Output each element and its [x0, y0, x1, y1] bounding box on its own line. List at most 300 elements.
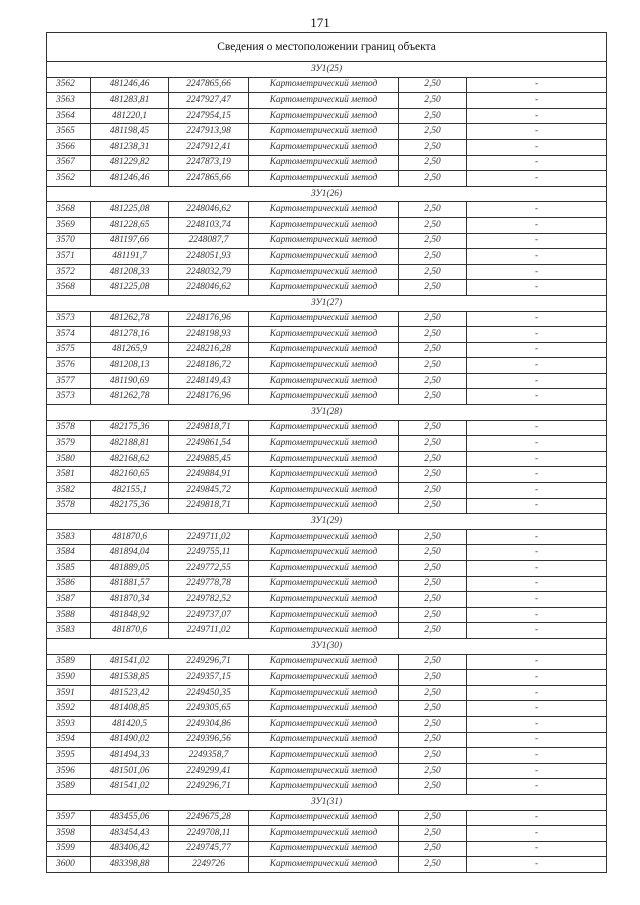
method-cell: Картометрический метод [249, 139, 399, 155]
x-coordinate-cell: 481208,13 [91, 358, 169, 374]
point-number-cell: 3576 [47, 358, 91, 374]
accuracy-cell: 2,50 [399, 358, 467, 374]
point-number-cell: 3566 [47, 139, 91, 155]
description-cell: - [467, 327, 607, 343]
section-title: ЗУ1(29) [47, 514, 607, 530]
x-coordinate-cell: 481889,05 [91, 561, 169, 577]
accuracy-cell: 2,50 [399, 670, 467, 686]
description-cell: - [467, 108, 607, 124]
point-number-cell: 3567 [47, 155, 91, 171]
table-row [47, 436, 607, 452]
y-coordinate-cell: 2249782,52 [169, 592, 249, 608]
accuracy-cell: 2,50 [399, 529, 467, 545]
x-coordinate-cell: 483406,42 [91, 841, 169, 857]
x-coordinate-cell: 481265,9 [91, 342, 169, 358]
accuracy-cell: 2,50 [399, 841, 467, 857]
description-cell: - [467, 342, 607, 358]
y-coordinate-cell: 2249299,41 [169, 763, 249, 779]
table-row [47, 171, 607, 187]
y-coordinate-cell: 2249772,55 [169, 561, 249, 577]
method-cell: Картометрический метод [249, 389, 399, 405]
method-cell: Картометрический метод [249, 826, 399, 842]
table-row [47, 217, 607, 233]
accuracy-cell: 2,50 [399, 420, 467, 436]
table-row [47, 529, 607, 545]
section-title: ЗУ1(26) [47, 186, 607, 202]
table-row [47, 483, 607, 499]
method-cell: Картометрический метод [249, 233, 399, 249]
x-coordinate-cell: 482168,62 [91, 451, 169, 467]
description-cell: - [467, 389, 607, 405]
section-title: ЗУ1(28) [47, 405, 607, 421]
y-coordinate-cell: 2249396,56 [169, 732, 249, 748]
point-number-cell: 3599 [47, 841, 91, 857]
y-coordinate-cell: 2248149,43 [169, 373, 249, 389]
section-header-row [47, 794, 607, 810]
accuracy-cell: 2,50 [399, 373, 467, 389]
method-cell: Картометрический метод [249, 701, 399, 717]
point-number-cell: 3588 [47, 607, 91, 623]
description-cell: - [467, 451, 607, 467]
accuracy-cell: 2,50 [399, 202, 467, 218]
x-coordinate-cell: 481283,81 [91, 93, 169, 109]
point-number-cell: 3583 [47, 623, 91, 639]
accuracy-cell: 2,50 [399, 249, 467, 265]
method-cell: Картометрический метод [249, 108, 399, 124]
method-cell: Картометрический метод [249, 841, 399, 857]
description-cell: - [467, 670, 607, 686]
description-cell: - [467, 280, 607, 296]
point-number-cell: 3593 [47, 716, 91, 732]
section-header-row [47, 405, 607, 421]
description-cell: - [467, 701, 607, 717]
accuracy-cell: 2,50 [399, 763, 467, 779]
x-coordinate-cell: 481198,45 [91, 124, 169, 140]
table-row [47, 841, 607, 857]
x-coordinate-cell: 483398,88 [91, 857, 169, 873]
y-coordinate-cell: 2247927,47 [169, 93, 249, 109]
point-number-cell: 3580 [47, 451, 91, 467]
table-row [47, 498, 607, 514]
description-cell: - [467, 93, 607, 109]
x-coordinate-cell: 481278,16 [91, 327, 169, 343]
table-row [47, 264, 607, 280]
y-coordinate-cell: 2249711,02 [169, 623, 249, 639]
accuracy-cell: 2,50 [399, 217, 467, 233]
y-coordinate-cell: 2248051,93 [169, 249, 249, 265]
x-coordinate-cell: 481246,46 [91, 171, 169, 187]
method-cell: Картометрический метод [249, 93, 399, 109]
y-coordinate-cell: 2249778,78 [169, 576, 249, 592]
y-coordinate-cell: 2249358,7 [169, 748, 249, 764]
point-number-cell: 3591 [47, 685, 91, 701]
description-cell: - [467, 139, 607, 155]
description-cell: - [467, 716, 607, 732]
method-cell: Картометрический метод [249, 342, 399, 358]
method-cell: Картометрический метод [249, 124, 399, 140]
point-number-cell: 3574 [47, 327, 91, 343]
method-cell: Картометрический метод [249, 217, 399, 233]
x-coordinate-cell: 481494,33 [91, 748, 169, 764]
accuracy-cell: 2,50 [399, 77, 467, 93]
accuracy-cell: 2,50 [399, 716, 467, 732]
description-cell: - [467, 561, 607, 577]
point-number-cell: 3573 [47, 311, 91, 327]
table-row [47, 685, 607, 701]
accuracy-cell: 2,50 [399, 779, 467, 795]
y-coordinate-cell: 2249861,54 [169, 436, 249, 452]
point-number-cell: 3563 [47, 93, 91, 109]
y-coordinate-cell: 2248216,28 [169, 342, 249, 358]
table-row [47, 233, 607, 249]
point-number-cell: 3587 [47, 592, 91, 608]
method-cell: Картометрический метод [249, 498, 399, 514]
accuracy-cell: 2,50 [399, 264, 467, 280]
y-coordinate-cell: 2249296,71 [169, 654, 249, 670]
table-row [47, 139, 607, 155]
point-number-cell: 3594 [47, 732, 91, 748]
x-coordinate-cell: 481190,69 [91, 373, 169, 389]
point-number-cell: 3597 [47, 810, 91, 826]
point-number-cell: 3578 [47, 498, 91, 514]
accuracy-cell: 2,50 [399, 748, 467, 764]
y-coordinate-cell: 2249755,11 [169, 545, 249, 561]
point-number-cell: 3577 [47, 373, 91, 389]
point-number-cell: 3598 [47, 826, 91, 842]
y-coordinate-cell: 2249845,72 [169, 483, 249, 499]
accuracy-cell: 2,50 [399, 607, 467, 623]
table-row [47, 576, 607, 592]
description-cell: - [467, 529, 607, 545]
method-cell: Картометрический метод [249, 202, 399, 218]
description-cell: - [467, 779, 607, 795]
table-row [47, 857, 607, 873]
y-coordinate-cell: 2248046,62 [169, 280, 249, 296]
x-coordinate-cell: 481408,85 [91, 701, 169, 717]
y-coordinate-cell: 2249884,91 [169, 467, 249, 483]
table-row [47, 358, 607, 374]
y-coordinate-cell: 2249726 [169, 857, 249, 873]
description-cell: - [467, 264, 607, 280]
table-row [47, 748, 607, 764]
accuracy-cell: 2,50 [399, 623, 467, 639]
table-row [47, 124, 607, 140]
x-coordinate-cell: 482160,65 [91, 467, 169, 483]
accuracy-cell: 2,50 [399, 389, 467, 405]
table-row [47, 155, 607, 171]
accuracy-cell: 2,50 [399, 108, 467, 124]
description-cell: - [467, 810, 607, 826]
section-title: ЗУ1(31) [47, 794, 607, 810]
section-title: ЗУ1(27) [47, 295, 607, 311]
x-coordinate-cell: 481501,06 [91, 763, 169, 779]
y-coordinate-cell: 2248176,96 [169, 311, 249, 327]
table-row [47, 654, 607, 670]
table-title-row [47, 33, 607, 62]
accuracy-cell: 2,50 [399, 810, 467, 826]
point-number-cell: 3596 [47, 763, 91, 779]
table-row [47, 77, 607, 93]
y-coordinate-cell: 2249711,02 [169, 529, 249, 545]
section-title: ЗУ1(25) [47, 62, 607, 78]
x-coordinate-cell: 481870,6 [91, 623, 169, 639]
accuracy-cell: 2,50 [399, 576, 467, 592]
x-coordinate-cell: 483455,06 [91, 810, 169, 826]
accuracy-cell: 2,50 [399, 701, 467, 717]
accuracy-cell: 2,50 [399, 233, 467, 249]
section-header-row [47, 514, 607, 530]
x-coordinate-cell: 481208,33 [91, 264, 169, 280]
accuracy-cell: 2,50 [399, 545, 467, 561]
table-row [47, 202, 607, 218]
method-cell: Картометрический метод [249, 327, 399, 343]
x-coordinate-cell: 482188,81 [91, 436, 169, 452]
point-number-cell: 3592 [47, 701, 91, 717]
point-number-cell: 3575 [47, 342, 91, 358]
accuracy-cell: 2,50 [399, 857, 467, 873]
accuracy-cell: 2,50 [399, 654, 467, 670]
point-number-cell: 3589 [47, 654, 91, 670]
description-cell: - [467, 576, 607, 592]
table-row [47, 108, 607, 124]
x-coordinate-cell: 481894,04 [91, 545, 169, 561]
x-coordinate-cell: 481523,42 [91, 685, 169, 701]
section-header-row [47, 638, 607, 654]
accuracy-cell: 2,50 [399, 561, 467, 577]
point-number-cell: 3595 [47, 748, 91, 764]
accuracy-cell: 2,50 [399, 436, 467, 452]
method-cell: Картометрический метод [249, 545, 399, 561]
method-cell: Картометрический метод [249, 654, 399, 670]
accuracy-cell: 2,50 [399, 327, 467, 343]
table-row [47, 607, 607, 623]
boundary-table-container [46, 32, 606, 873]
table-row [47, 810, 607, 826]
method-cell: Картометрический метод [249, 576, 399, 592]
point-number-cell: 3571 [47, 249, 91, 265]
method-cell: Картометрический метод [249, 685, 399, 701]
point-number-cell: 3583 [47, 529, 91, 545]
description-cell: - [467, 373, 607, 389]
x-coordinate-cell: 481191,7 [91, 249, 169, 265]
page-number: 171 [310, 15, 330, 30]
point-number-cell: 3562 [47, 77, 91, 93]
method-cell: Картометрический метод [249, 716, 399, 732]
method-cell: Картометрический метод [249, 420, 399, 436]
table-row [47, 93, 607, 109]
description-cell: - [467, 685, 607, 701]
method-cell: Картометрический метод [249, 155, 399, 171]
method-cell: Картометрический метод [249, 529, 399, 545]
table-row [47, 342, 607, 358]
method-cell: Картометрический метод [249, 748, 399, 764]
x-coordinate-cell: 482155,1 [91, 483, 169, 499]
description-cell: - [467, 155, 607, 171]
method-cell: Картометрический метод [249, 264, 399, 280]
accuracy-cell: 2,50 [399, 155, 467, 171]
method-cell: Картометрический метод [249, 732, 399, 748]
x-coordinate-cell: 481228,65 [91, 217, 169, 233]
description-cell: - [467, 763, 607, 779]
table-title: Сведения о местоположении границ объекта [47, 33, 607, 62]
x-coordinate-cell: 481881,57 [91, 576, 169, 592]
point-number-cell: 3578 [47, 420, 91, 436]
accuracy-cell: 2,50 [399, 826, 467, 842]
y-coordinate-cell: 2248046,62 [169, 202, 249, 218]
table-row [47, 249, 607, 265]
description-cell: - [467, 607, 607, 623]
point-number-cell: 3586 [47, 576, 91, 592]
x-coordinate-cell: 481848,92 [91, 607, 169, 623]
accuracy-cell: 2,50 [399, 451, 467, 467]
table-row [47, 451, 607, 467]
table-row [47, 327, 607, 343]
table-body [47, 33, 607, 873]
description-cell: - [467, 233, 607, 249]
description-cell: - [467, 436, 607, 452]
x-coordinate-cell: 481420,5 [91, 716, 169, 732]
method-cell: Картометрический метод [249, 311, 399, 327]
x-coordinate-cell: 482175,36 [91, 498, 169, 514]
point-number-cell: 3570 [47, 233, 91, 249]
table-row [47, 779, 607, 795]
accuracy-cell: 2,50 [399, 280, 467, 296]
x-coordinate-cell: 481490,02 [91, 732, 169, 748]
point-number-cell: 3582 [47, 483, 91, 499]
description-cell: - [467, 826, 607, 842]
accuracy-cell: 2,50 [399, 311, 467, 327]
y-coordinate-cell: 2249818,71 [169, 498, 249, 514]
table-row [47, 592, 607, 608]
point-number-cell: 3589 [47, 779, 91, 795]
y-coordinate-cell: 2247873,19 [169, 155, 249, 171]
method-cell: Картометрический метод [249, 280, 399, 296]
table-row [47, 467, 607, 483]
y-coordinate-cell: 2247913,98 [169, 124, 249, 140]
method-cell: Картометрический метод [249, 171, 399, 187]
description-cell: - [467, 77, 607, 93]
point-number-cell: 3568 [47, 202, 91, 218]
table-row [47, 545, 607, 561]
table-row [47, 670, 607, 686]
method-cell: Картометрический метод [249, 810, 399, 826]
y-coordinate-cell: 2247912,41 [169, 139, 249, 155]
description-cell: - [467, 171, 607, 187]
description-cell: - [467, 311, 607, 327]
x-coordinate-cell: 482175,36 [91, 420, 169, 436]
table-row [47, 561, 607, 577]
x-coordinate-cell: 481197,66 [91, 233, 169, 249]
section-title: ЗУ1(30) [47, 638, 607, 654]
point-number-cell: 3565 [47, 124, 91, 140]
x-coordinate-cell: 481220,1 [91, 108, 169, 124]
method-cell: Картометрический метод [249, 451, 399, 467]
x-coordinate-cell: 481538,85 [91, 670, 169, 686]
table-row [47, 732, 607, 748]
y-coordinate-cell: 2249357,15 [169, 670, 249, 686]
table-row [47, 623, 607, 639]
x-coordinate-cell: 481262,78 [91, 389, 169, 405]
description-cell: - [467, 467, 607, 483]
y-coordinate-cell: 2249885,45 [169, 451, 249, 467]
y-coordinate-cell: 2249450,35 [169, 685, 249, 701]
method-cell: Картометрический метод [249, 670, 399, 686]
method-cell: Картометрический метод [249, 358, 399, 374]
description-cell: - [467, 420, 607, 436]
description-cell: - [467, 249, 607, 265]
x-coordinate-cell: 481870,6 [91, 529, 169, 545]
point-number-cell: 3600 [47, 857, 91, 873]
x-coordinate-cell: 481225,08 [91, 202, 169, 218]
accuracy-cell: 2,50 [399, 124, 467, 140]
section-header-row [47, 295, 607, 311]
description-cell: - [467, 654, 607, 670]
method-cell: Картометрический метод [249, 561, 399, 577]
accuracy-cell: 2,50 [399, 171, 467, 187]
point-number-cell: 3573 [47, 389, 91, 405]
y-coordinate-cell: 2249675,28 [169, 810, 249, 826]
y-coordinate-cell: 2249304,86 [169, 716, 249, 732]
description-cell: - [467, 498, 607, 514]
method-cell: Картометрический метод [249, 467, 399, 483]
table-row [47, 826, 607, 842]
description-cell: - [467, 483, 607, 499]
accuracy-cell: 2,50 [399, 483, 467, 499]
method-cell: Картометрический метод [249, 763, 399, 779]
section-header-row [47, 62, 607, 78]
method-cell: Картометрический метод [249, 436, 399, 452]
method-cell: Картометрический метод [249, 592, 399, 608]
description-cell: - [467, 217, 607, 233]
point-number-cell: 3572 [47, 264, 91, 280]
y-coordinate-cell: 2248032,79 [169, 264, 249, 280]
method-cell: Картометрический метод [249, 373, 399, 389]
description-cell: - [467, 592, 607, 608]
point-number-cell: 3585 [47, 561, 91, 577]
table-row [47, 420, 607, 436]
y-coordinate-cell: 2249745,77 [169, 841, 249, 857]
table-row [47, 311, 607, 327]
description-cell: - [467, 732, 607, 748]
table-row [47, 701, 607, 717]
y-coordinate-cell: 2247954,15 [169, 108, 249, 124]
method-cell: Картометрический метод [249, 607, 399, 623]
description-cell: - [467, 124, 607, 140]
description-cell: - [467, 841, 607, 857]
table-row [47, 389, 607, 405]
y-coordinate-cell: 2248186,72 [169, 358, 249, 374]
y-coordinate-cell: 2249296,71 [169, 779, 249, 795]
accuracy-cell: 2,50 [399, 732, 467, 748]
point-number-cell: 3568 [47, 280, 91, 296]
boundary-table [46, 32, 607, 873]
accuracy-cell: 2,50 [399, 685, 467, 701]
description-cell: - [467, 623, 607, 639]
y-coordinate-cell: 2248103,74 [169, 217, 249, 233]
accuracy-cell: 2,50 [399, 498, 467, 514]
method-cell: Картометрический метод [249, 77, 399, 93]
description-cell: - [467, 545, 607, 561]
table-row [47, 763, 607, 779]
description-cell: - [467, 857, 607, 873]
point-number-cell: 3584 [47, 545, 91, 561]
y-coordinate-cell: 2248176,96 [169, 389, 249, 405]
method-cell: Картометрический метод [249, 857, 399, 873]
y-coordinate-cell: 2248198,93 [169, 327, 249, 343]
accuracy-cell: 2,50 [399, 342, 467, 358]
method-cell: Картометрический метод [249, 623, 399, 639]
method-cell: Картометрический метод [249, 483, 399, 499]
